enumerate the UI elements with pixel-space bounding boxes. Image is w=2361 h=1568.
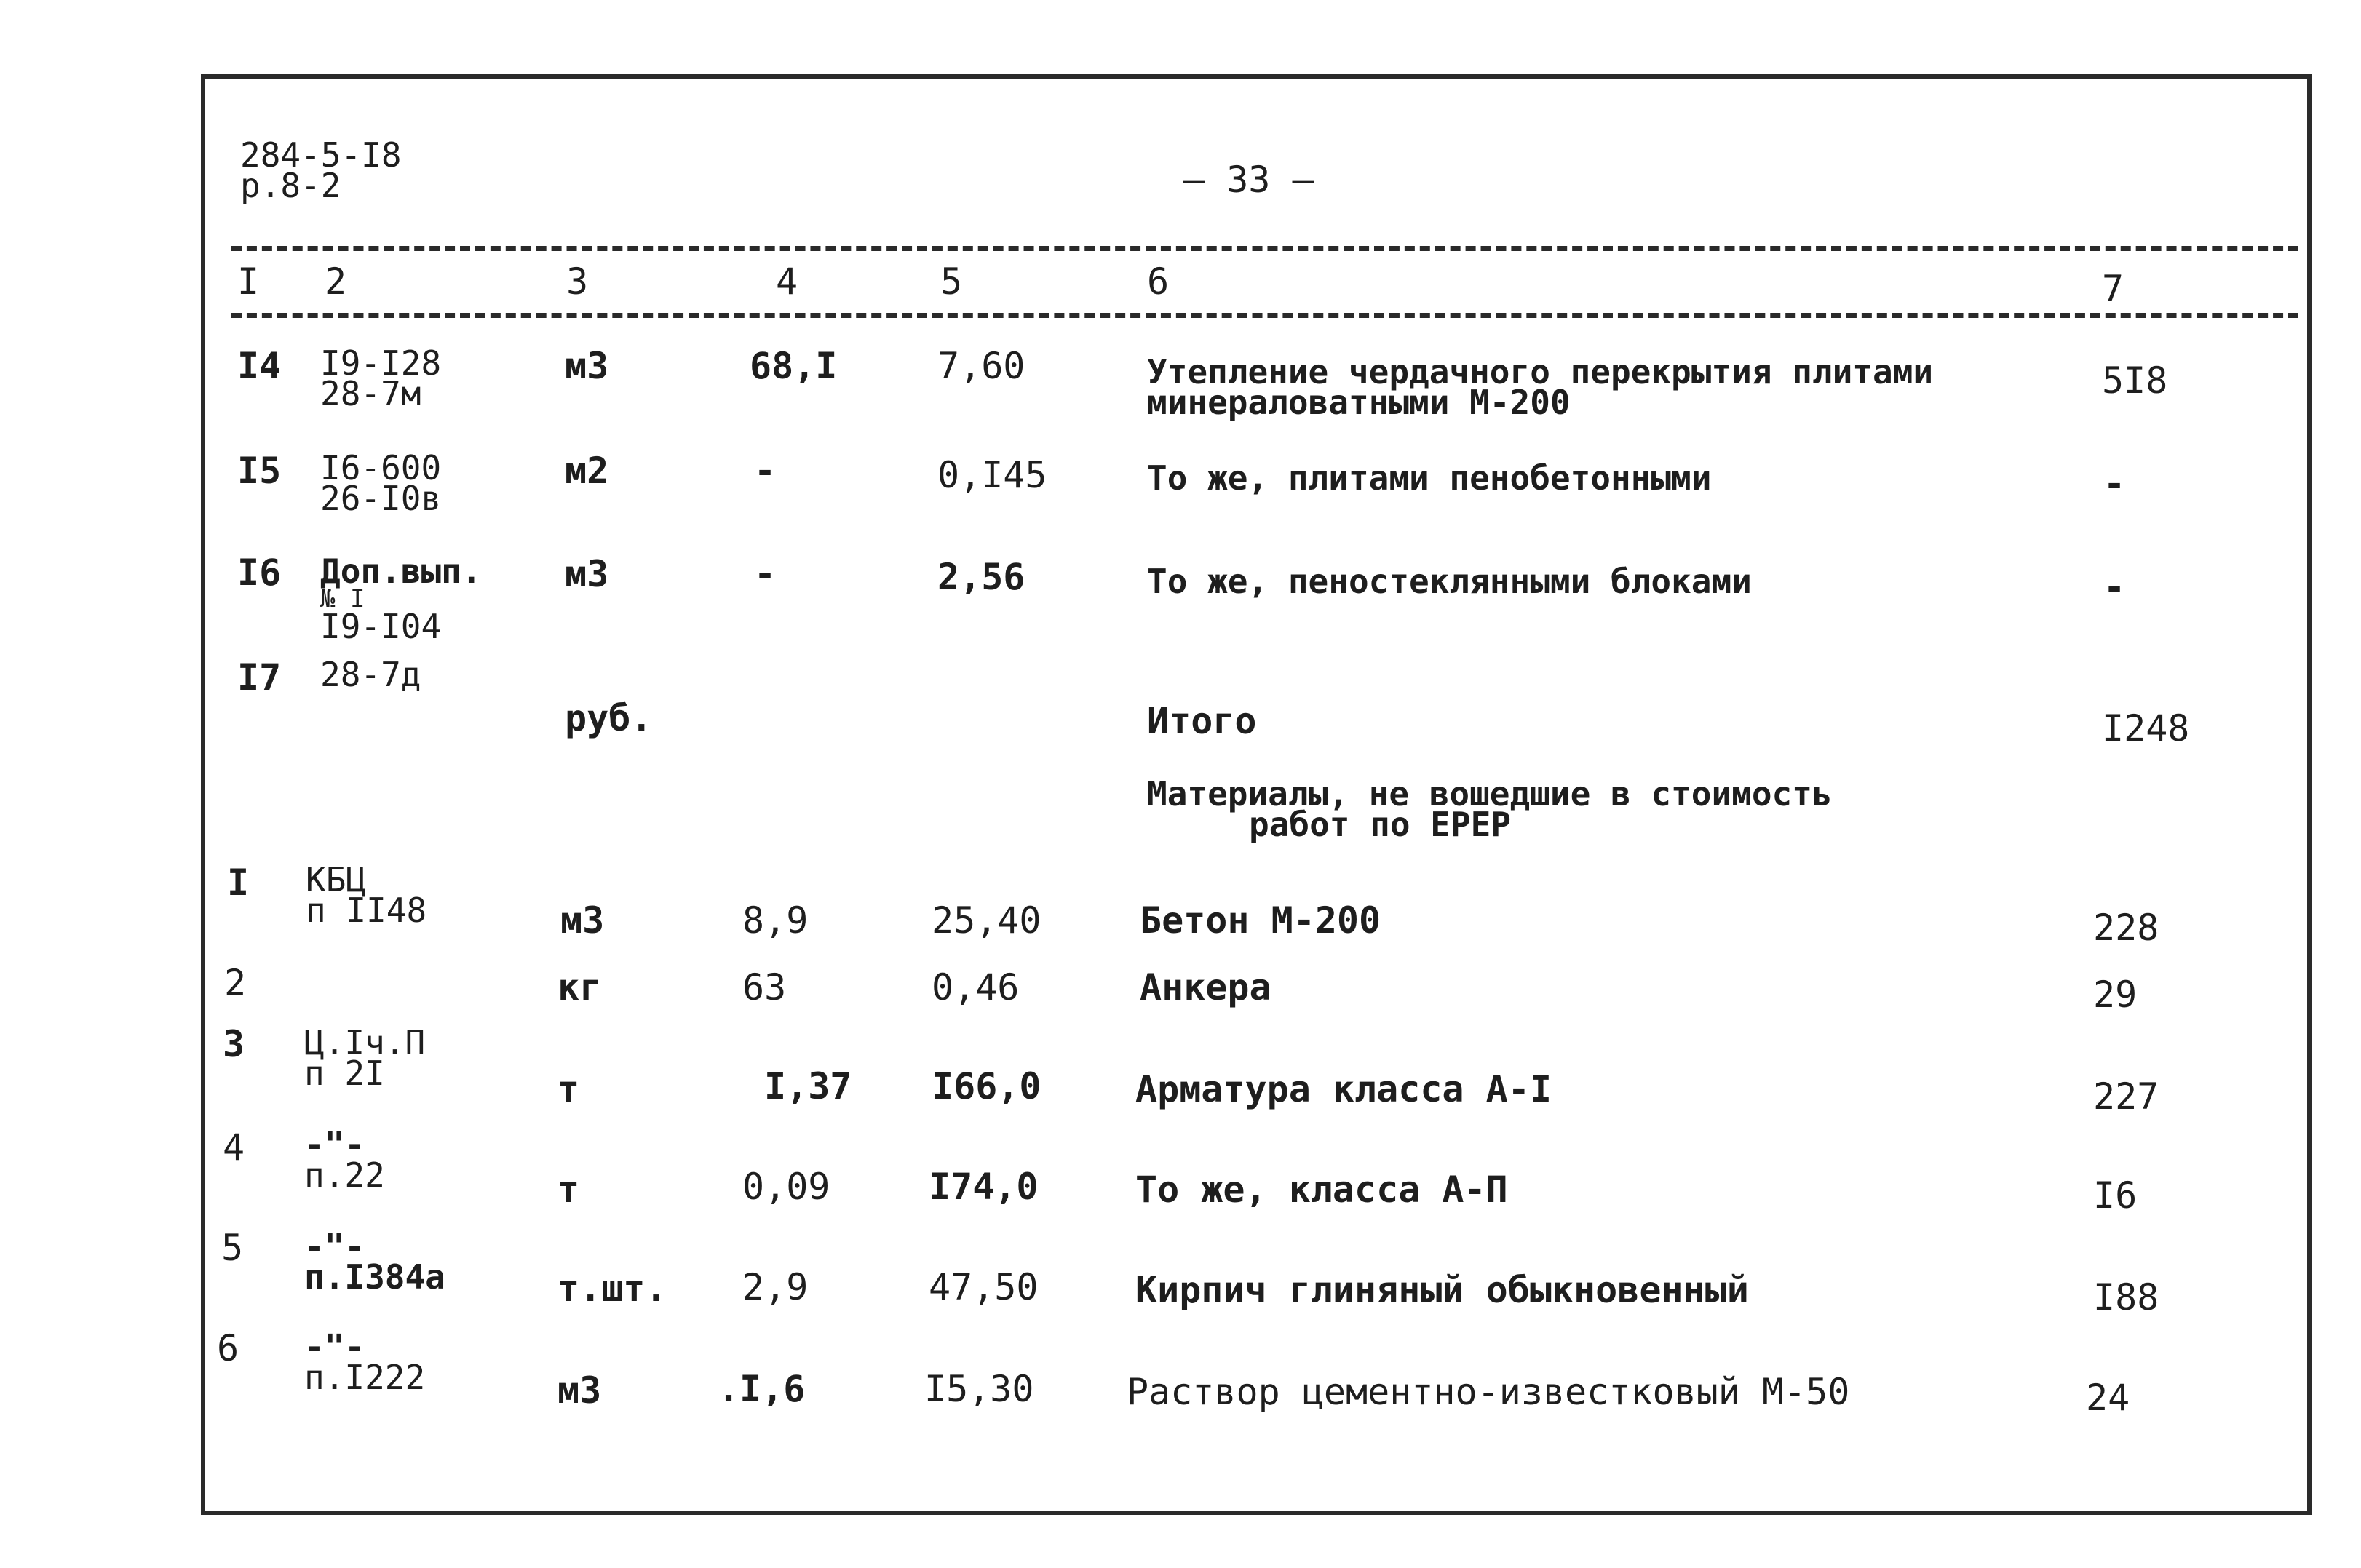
row-code	[320, 552, 482, 646]
header-rule-bottom	[231, 313, 2298, 318]
row-quantity: 68,I	[750, 345, 838, 387]
doc-code-line2: р.8-2	[240, 166, 341, 205]
material-total: 29	[2093, 974, 2138, 1016]
material-code-line: п.I384а	[304, 1257, 445, 1297]
row-code-line: № I	[320, 584, 365, 613]
row-price: 0,I45	[937, 454, 1047, 496]
material-code	[304, 1227, 445, 1297]
material-unit: т.шт.	[557, 1267, 667, 1310]
material-total: 228	[2093, 907, 2159, 949]
material-code-line: -"-	[304, 1125, 365, 1164]
material-description: Кирпич глиняный обыкновенный	[1135, 1269, 1749, 1311]
material-quantity: 2,9	[742, 1266, 809, 1308]
material-code-line: КБЦ	[306, 860, 367, 899]
materials-heading-line: работ по ЕРЕР	[1249, 805, 1512, 844]
material-code-line: п.22	[304, 1155, 385, 1195]
row-description-line: минераловатными М-200	[1147, 383, 1571, 422]
row-total: -	[2103, 566, 2126, 608]
materials-heading	[1147, 774, 1833, 844]
row-code-line: Доп.вып.	[320, 552, 482, 591]
material-quantity: .I,6	[718, 1368, 806, 1410]
material-code	[304, 1125, 385, 1195]
row-unit: м3	[565, 553, 609, 595]
row-code-line: I9-I28	[320, 343, 442, 383]
row-description-line: То же, плитами пенобетонными	[1147, 458, 1712, 498]
material-description: Раствор цементно-известковый М-50	[1127, 1371, 1850, 1413]
row-code-line: I9-I04	[320, 607, 442, 646]
header-rule-top	[231, 246, 2298, 251]
materials-heading-line: Материалы, не вошедшие в стоимость	[1147, 774, 1833, 813]
doc-code-line1: 284-5-I8	[240, 135, 402, 175]
row-quantity: -	[754, 450, 777, 492]
summary-label: Итого	[1147, 700, 1257, 742]
summary-total: I248	[2102, 707, 2190, 749]
col-header-1: I	[237, 260, 260, 303]
material-total: I88	[2093, 1276, 2159, 1318]
material-number: 6	[217, 1327, 239, 1369]
material-price: I74,0	[929, 1166, 1039, 1208]
material-description: Анкера	[1140, 966, 1271, 1008]
material-number: 3	[223, 1023, 245, 1065]
row-description	[1147, 562, 1752, 601]
row-number: I4	[237, 345, 282, 387]
material-price: I66,0	[932, 1065, 1041, 1107]
row-code-line: I6-600	[320, 448, 442, 487]
material-number: 2	[224, 962, 247, 1004]
material-unit: кг	[557, 966, 602, 1008]
material-unit: м3	[557, 1369, 602, 1412]
col-header-6: 6	[1147, 260, 1170, 303]
material-price: I5,30	[924, 1368, 1034, 1410]
row-number: I5	[237, 450, 282, 492]
material-total: 24	[2086, 1377, 2130, 1419]
row-code-line: 26-I0в	[320, 479, 442, 518]
material-quantity: 0,09	[742, 1166, 830, 1208]
material-quantity: 8,9	[742, 899, 809, 942]
material-unit: т	[557, 1169, 580, 1211]
row-code-line: 28-7м	[320, 374, 421, 413]
col-header-3: 3	[566, 260, 589, 303]
material-total: I6	[2093, 1174, 2138, 1217]
row-code	[320, 448, 442, 518]
material-code-line: п 2I	[304, 1054, 385, 1093]
row-quantity: -	[754, 553, 777, 595]
page-number: — 33 —	[1183, 159, 1314, 201]
row-description	[1147, 352, 1934, 422]
material-description: Бетон М-200	[1140, 899, 1381, 942]
col-header-4: 4	[776, 260, 798, 303]
row-code	[320, 655, 421, 694]
material-price: 0,46	[932, 966, 1020, 1008]
material-description: То же, класса А-П	[1135, 1169, 1508, 1211]
material-code-line: -"-	[304, 1227, 365, 1266]
material-unit: т	[557, 1068, 580, 1110]
material-code	[304, 1327, 426, 1397]
material-number: 4	[223, 1126, 245, 1169]
material-code-line: -"-	[304, 1327, 365, 1366]
row-description	[1147, 458, 1712, 498]
col-header-2: 2	[325, 260, 347, 303]
row-description-line: Утепление чердачного перекрытия плитами	[1147, 352, 1934, 391]
row-code-line: 28-7д	[320, 655, 421, 694]
material-quantity: I,37	[764, 1065, 852, 1107]
material-description: Арматура класса А-I	[1135, 1068, 1552, 1110]
material-code-line: п.I222	[304, 1358, 426, 1397]
col-header-5: 5	[940, 260, 963, 303]
doc-code	[240, 135, 402, 205]
material-code	[304, 1023, 426, 1093]
col-header-7: 7	[2102, 268, 2124, 310]
row-price: 2,56	[937, 556, 1025, 598]
material-code	[306, 860, 427, 930]
row-unit: м2	[565, 450, 609, 492]
row-number: I6	[237, 552, 282, 594]
summary-unit: руб.	[565, 697, 653, 739]
material-number: I	[227, 861, 250, 904]
material-price: 47,50	[929, 1266, 1039, 1308]
material-code-line: п II48	[306, 891, 427, 930]
row-number: I7	[237, 656, 282, 699]
row-total: 5I8	[2102, 359, 2168, 402]
material-code-line: Ц.Iч.П	[304, 1023, 426, 1062]
row-code	[320, 343, 442, 413]
material-unit: м3	[560, 899, 605, 942]
row-price: 7,60	[937, 345, 1025, 387]
material-number: 5	[221, 1227, 244, 1269]
row-description-line: То же, пеностеклянными блоками	[1147, 562, 1752, 601]
material-total: 227	[2093, 1075, 2159, 1118]
row-total: -	[2103, 463, 2126, 505]
material-quantity: 63	[742, 966, 787, 1008]
row-unit: м3	[565, 345, 609, 387]
material-price: 25,40	[932, 899, 1041, 942]
